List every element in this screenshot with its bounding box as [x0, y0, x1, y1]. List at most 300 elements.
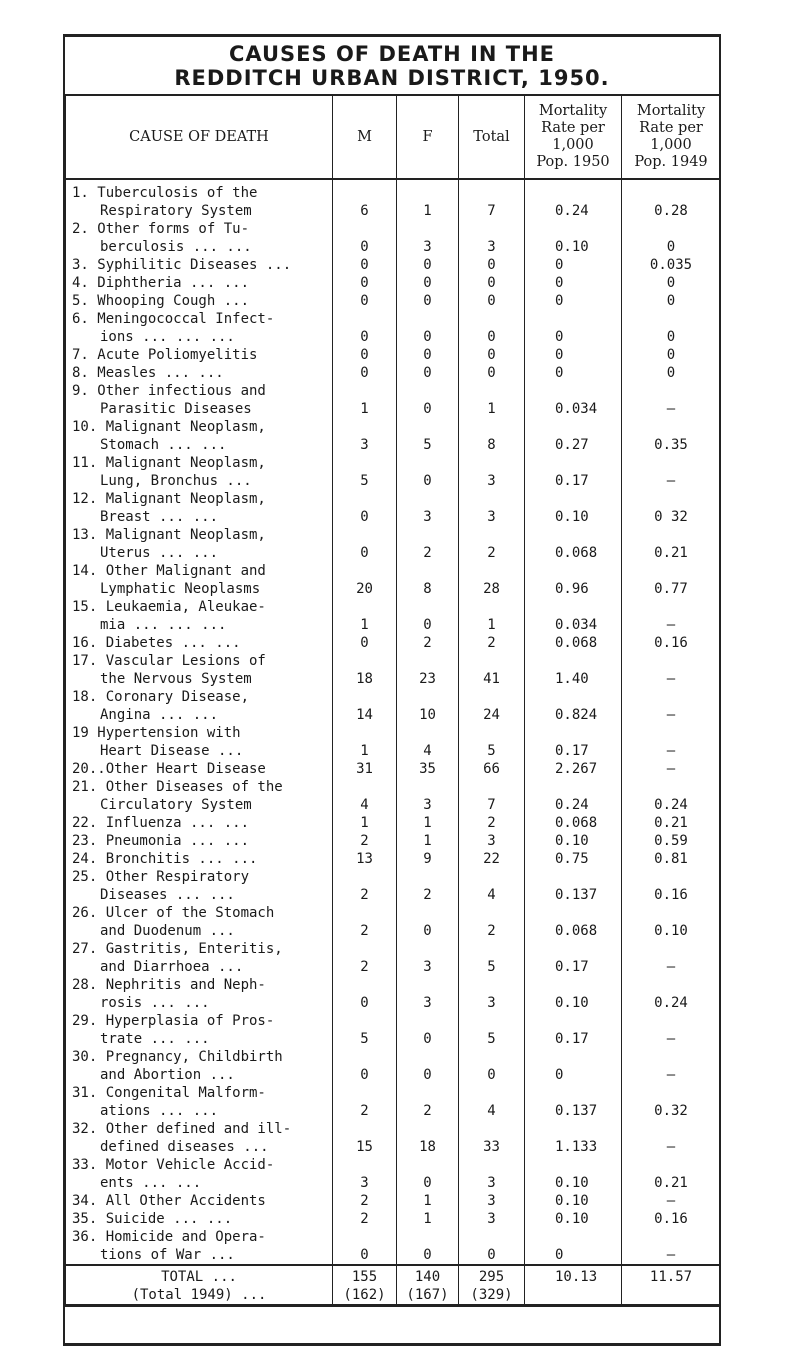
- rate-1950: 0.17: [555, 473, 589, 489]
- cause-label: ions ... ... ...: [100, 329, 235, 345]
- male-count-cell: [333, 256, 397, 274]
- rate-1949-cell: [622, 868, 721, 904]
- rate-1949-cell: [622, 418, 721, 454]
- rate-1949-cell: [622, 832, 721, 850]
- rate-1949-cell: [622, 490, 721, 526]
- total-male-1949: (162): [343, 1287, 386, 1303]
- total-count-cell: [459, 274, 525, 292]
- rate-1949: –: [666, 401, 676, 417]
- rate-1949: 0.35: [654, 437, 688, 453]
- total-count-cell: [459, 490, 525, 526]
- male-count-cell: [333, 364, 397, 382]
- table-row: [66, 652, 721, 688]
- male-count: 2: [360, 833, 369, 849]
- total-count: 28: [483, 581, 500, 597]
- rate-1950-cell: [525, 292, 622, 310]
- cause-cell: [66, 1084, 333, 1120]
- total-count-cell: [459, 382, 525, 418]
- cause-label: 30. Pregnancy, Childbirth: [72, 1049, 283, 1065]
- male-count: 14: [356, 707, 373, 723]
- table-row: [66, 1210, 721, 1228]
- total-count: 0: [487, 329, 496, 345]
- cause-cell: [66, 1120, 333, 1156]
- table-row: [66, 184, 721, 220]
- cause-label: Heart Disease ...: [100, 743, 244, 759]
- table-row: [66, 904, 721, 940]
- rate-1949: 0: [666, 239, 676, 255]
- rate-1949-cell: [622, 850, 721, 868]
- cause-label: 1. Tuberculosis of the: [72, 185, 258, 201]
- cause-label: 7. Acute Poliomyelitis: [72, 347, 258, 363]
- cause-cell: [66, 724, 333, 760]
- female-count-cell: [397, 220, 459, 256]
- cause-label: 21. Other Diseases of the: [72, 779, 283, 795]
- rate-1950: 0.27: [555, 437, 589, 453]
- rate-1950-cell: [525, 652, 622, 688]
- female-count: 0: [423, 293, 432, 309]
- female-count-cell: [397, 490, 459, 526]
- cause-label: 11. Malignant Neoplasm,: [72, 455, 266, 471]
- male-count-cell: [333, 526, 397, 562]
- rate-1950: 0.96: [555, 581, 589, 597]
- female-count-cell: [397, 274, 459, 292]
- rate-1950: 0.17: [555, 743, 589, 759]
- female-count-cell: [397, 454, 459, 490]
- total-count-cell: [459, 346, 525, 364]
- female-count-cell: [397, 832, 459, 850]
- rate-1950-cell: [525, 310, 622, 346]
- female-count-cell: [397, 724, 459, 760]
- rate-1950-cell: [525, 814, 622, 832]
- rate-1950-cell: [525, 1156, 622, 1192]
- cause-cell: [66, 814, 333, 832]
- table-row: [66, 1228, 721, 1265]
- cause-label: 8. Measles ... ...: [72, 365, 224, 381]
- male-count: 1: [360, 743, 369, 759]
- table-row: [66, 1012, 721, 1048]
- cause-label: 2. Other forms of Tu-: [72, 221, 250, 237]
- total-row: [66, 1265, 721, 1306]
- female-count: 0: [423, 473, 432, 489]
- male-count: 2: [360, 923, 369, 939]
- cause-cell: [66, 418, 333, 454]
- total-male: 155: [351, 1269, 378, 1285]
- cause-label: 32. Other defined and ill-: [72, 1121, 292, 1137]
- rate-1950: 0.034: [555, 617, 598, 633]
- title-line-1: CAUSES OF DEATH IN THE: [228, 42, 556, 66]
- rate-1949-cell: [622, 184, 721, 220]
- male-count: 15: [356, 1139, 373, 1155]
- cause-cell: [66, 832, 333, 850]
- female-count: 3: [423, 797, 432, 813]
- cause-label: the Nervous System: [100, 671, 252, 687]
- male-count-cell: [333, 310, 397, 346]
- rate-1950-cell: [525, 850, 622, 868]
- table-row: [66, 490, 721, 526]
- header-rate-1949-line: 1,000: [650, 137, 692, 153]
- total-count: 0: [487, 1067, 496, 1083]
- table-row: [66, 850, 721, 868]
- rate-1950-cell: [525, 832, 622, 850]
- total-count-cell: [459, 1156, 525, 1192]
- rate-1950: 0.10: [555, 1175, 589, 1191]
- rate-1950-cell: [525, 976, 622, 1012]
- total-count-cell: [459, 526, 525, 562]
- female-count-cell: [397, 292, 459, 310]
- rate-1949-cell: [622, 1120, 721, 1156]
- rate-1949-cell: [622, 346, 721, 364]
- total-rate-1950-cell: [525, 1265, 622, 1306]
- female-count-cell: [397, 634, 459, 652]
- total-count: 3: [487, 239, 496, 255]
- rate-1949-cell: [622, 724, 721, 760]
- female-count-cell: [397, 418, 459, 454]
- total-count-cell: [459, 220, 525, 256]
- rate-1949: 0.59: [654, 833, 688, 849]
- rate-1950-cell: [525, 634, 622, 652]
- cause-label: 3. Syphilitic Diseases ...: [72, 257, 292, 273]
- rate-1949: 0 32: [654, 509, 688, 525]
- table-row: [66, 868, 721, 904]
- rate-1949: –: [666, 671, 676, 687]
- cause-label: 15. Leukaemia, Aleukae-: [72, 599, 266, 615]
- female-count: 0: [423, 347, 432, 363]
- cause-label: 20..Other Heart Disease: [72, 761, 266, 777]
- table-row: [66, 778, 721, 814]
- male-count: 1: [360, 815, 369, 831]
- header-rate-1949-line: Rate per: [639, 120, 703, 136]
- rate-1949-cell: [622, 778, 721, 814]
- table-row: [66, 814, 721, 832]
- male-count-cell: [333, 1084, 397, 1120]
- rate-1949: 0.77: [654, 581, 688, 597]
- cause-label: rosis ... ...: [100, 995, 210, 1011]
- table-row: [66, 1048, 721, 1084]
- male-count-cell: [333, 1192, 397, 1210]
- cause-cell: [66, 760, 333, 778]
- cause-cell: [66, 598, 333, 634]
- total-count-cell: [459, 868, 525, 904]
- rate-1949-cell: [622, 1228, 721, 1265]
- table-row: [66, 832, 721, 850]
- male-count-cell: [333, 832, 397, 850]
- cause-label: Breast ... ...: [100, 509, 219, 525]
- male-count-cell: [333, 292, 397, 310]
- total-label-cell: [66, 1265, 333, 1306]
- rate-1950-cell: [525, 454, 622, 490]
- cause-label: 12. Malignant Neoplasm,: [72, 491, 266, 507]
- total-count: 5: [487, 959, 496, 975]
- male-count-cell: [333, 868, 397, 904]
- table-row: [66, 688, 721, 724]
- table-row: [66, 346, 721, 364]
- rate-1949-cell: [622, 1210, 721, 1228]
- total-count: 3: [487, 1193, 496, 1209]
- cause-label: 23. Pneumonia ... ...: [72, 833, 250, 849]
- rate-1950: 0.137: [555, 1103, 598, 1119]
- total-count-cell: [459, 310, 525, 346]
- male-count: 0: [360, 257, 369, 273]
- female-count-cell: [397, 1210, 459, 1228]
- male-count: 0: [360, 329, 369, 345]
- rate-1950-cell: [525, 688, 622, 724]
- cause-cell: [66, 310, 333, 346]
- total-count-cell: [459, 1120, 525, 1156]
- table-row: [66, 940, 721, 976]
- table-row: [66, 292, 721, 310]
- female-count-cell: [397, 598, 459, 634]
- total-count: 3: [487, 1175, 496, 1191]
- rate-1950: 0.068: [555, 923, 598, 939]
- rate-1949-cell: [622, 688, 721, 724]
- cause-cell: [66, 1192, 333, 1210]
- table-row: [66, 1156, 721, 1192]
- rate-1950-cell: [525, 1210, 622, 1228]
- female-count: 1: [423, 1211, 432, 1227]
- rate-1950-cell: [525, 382, 622, 418]
- cause-label: Angina ... ...: [100, 707, 219, 723]
- cause-cell: [66, 526, 333, 562]
- male-count: 1: [360, 617, 369, 633]
- female-count-cell: [397, 760, 459, 778]
- cause-label: 27. Gastritis, Enteritis,: [72, 941, 283, 957]
- total-count: 2: [487, 545, 496, 561]
- rate-1950-cell: [525, 598, 622, 634]
- rate-1950: 0.75: [555, 851, 589, 867]
- female-count: 3: [423, 995, 432, 1011]
- cause-label: and Abortion ...: [100, 1067, 235, 1083]
- table-row: [66, 724, 721, 760]
- female-count: 2: [423, 1103, 432, 1119]
- cause-label: trate ... ...: [100, 1031, 210, 1047]
- rate-1949: –: [666, 707, 676, 723]
- female-count-cell: [397, 652, 459, 688]
- total-count-cell: [459, 1192, 525, 1210]
- rate-1950: 0: [555, 275, 564, 291]
- rate-1950: 0.17: [555, 1031, 589, 1047]
- male-count: 0: [360, 509, 369, 525]
- female-count-cell: [397, 868, 459, 904]
- male-count: 0: [360, 995, 369, 1011]
- female-count-cell: [397, 940, 459, 976]
- male-count-cell: [333, 1156, 397, 1192]
- male-count-cell: [333, 598, 397, 634]
- cause-label: 18. Coronary Disease,: [72, 689, 250, 705]
- rate-1949: 0.16: [654, 635, 688, 651]
- male-count: 0: [360, 545, 369, 561]
- male-count: 3: [360, 1175, 369, 1191]
- rate-1949-cell: [622, 526, 721, 562]
- cause-label: 13. Malignant Neoplasm,: [72, 527, 266, 543]
- rate-1950: 0: [555, 329, 564, 345]
- rate-1950-cell: [525, 184, 622, 220]
- cause-cell: [66, 274, 333, 292]
- rate-1949-cell: [622, 1192, 721, 1210]
- rate-1950-cell: [525, 1048, 622, 1084]
- rate-1950-cell: [525, 490, 622, 526]
- cause-cell: [66, 778, 333, 814]
- rate-1950: 0.068: [555, 545, 598, 561]
- total-count-cell: [459, 1084, 525, 1120]
- table-row: [66, 598, 721, 634]
- rate-1950-cell: [525, 526, 622, 562]
- total-count-cell: [459, 1210, 525, 1228]
- cause-cell: [66, 346, 333, 364]
- cause-label: 34. All Other Accidents: [72, 1193, 266, 1209]
- total-rate-1949-cell: [622, 1265, 721, 1306]
- rate-1949: –: [666, 1067, 676, 1083]
- total-male-cell: [333, 1265, 397, 1306]
- table-row: [66, 220, 721, 256]
- male-count-cell: [333, 490, 397, 526]
- male-count-cell: [333, 904, 397, 940]
- table-row: [66, 562, 721, 598]
- rate-1950: 0.10: [555, 509, 589, 525]
- rate-1950-cell: [525, 256, 622, 274]
- header-rate-1950-line: Pop. 1950: [536, 154, 610, 170]
- cause-label: 24. Bronchitis ... ...: [72, 851, 258, 867]
- female-count-cell: [397, 1012, 459, 1048]
- cause-label: 31. Congenital Malform-: [72, 1085, 266, 1101]
- rate-1950: 2.267: [555, 761, 598, 777]
- female-count: 1: [423, 203, 432, 219]
- rate-1949-cell: [622, 1084, 721, 1120]
- cause-cell: [66, 1156, 333, 1192]
- rate-1950-cell: [525, 562, 622, 598]
- male-count-cell: [333, 850, 397, 868]
- rate-1950: 0.824: [555, 707, 598, 723]
- female-count: 0: [423, 257, 432, 273]
- rate-1950-cell: [525, 418, 622, 454]
- cause-cell: [66, 256, 333, 274]
- female-count: 2: [423, 635, 432, 651]
- rate-1949: 0.81: [654, 851, 688, 867]
- cause-label: 25. Other Respiratory: [72, 869, 250, 885]
- causes-of-death-table: [65, 94, 721, 1307]
- total-count: 1: [487, 617, 496, 633]
- total-count: 8: [487, 437, 496, 453]
- rate-1950-cell: [525, 760, 622, 778]
- total-count-cell: [459, 184, 525, 220]
- female-count-cell: [397, 1228, 459, 1265]
- male-count: 31: [356, 761, 373, 777]
- table-row: [66, 1084, 721, 1120]
- male-count: 2: [360, 887, 369, 903]
- table-row: [66, 382, 721, 418]
- total-count: 0: [487, 365, 496, 381]
- cause-label: 4. Diphtheria ... ...: [72, 275, 250, 291]
- female-count: 2: [423, 887, 432, 903]
- rate-1949: 0: [666, 365, 676, 381]
- cause-label: 6. Meningococcal Infect-: [72, 311, 275, 327]
- male-count-cell: [333, 1210, 397, 1228]
- total-count-cell: [459, 292, 525, 310]
- rate-1949: 0.035: [649, 257, 693, 273]
- rate-1949: 0: [666, 329, 676, 345]
- cause-label: 33. Motor Vehicle Accid-: [72, 1157, 275, 1173]
- cause-label: ents ... ...: [100, 1175, 202, 1191]
- rate-1949-cell: [622, 976, 721, 1012]
- header-cause: CAUSE OF DEATH: [66, 95, 333, 179]
- female-count-cell: [397, 976, 459, 1012]
- male-count-cell: [333, 454, 397, 490]
- cause-label: 17. Vascular Lesions of: [72, 653, 266, 669]
- cause-label: tions of War ...: [100, 1247, 235, 1263]
- table-row: [66, 1192, 721, 1210]
- total-rate-1950: 10.13: [555, 1269, 598, 1285]
- rate-1950-cell: [525, 940, 622, 976]
- total-count: 2: [487, 923, 496, 939]
- rate-1949: 0.24: [654, 797, 688, 813]
- cause-cell: [66, 490, 333, 526]
- rate-1949-cell: [622, 904, 721, 940]
- total-count: 5: [487, 743, 496, 759]
- cause-label: Parasitic Diseases: [100, 401, 252, 417]
- rate-1950-cell: [525, 346, 622, 364]
- rate-1949-cell: [622, 598, 721, 634]
- rate-1949: 0.32: [654, 1103, 688, 1119]
- cause-label: and Duodenum ...: [100, 923, 235, 939]
- rate-1950-cell: [525, 724, 622, 760]
- cause-label: Lymphatic Neoplasms: [100, 581, 261, 597]
- rate-1950-cell: [525, 778, 622, 814]
- female-count-cell: [397, 688, 459, 724]
- female-count-cell: [397, 184, 459, 220]
- table-row: [66, 364, 721, 382]
- female-count: 3: [423, 239, 432, 255]
- rate-1950: 1.40: [555, 671, 589, 687]
- female-count: 0: [423, 401, 432, 417]
- cause-label: Circulatory System: [100, 797, 252, 813]
- total-count: 24: [483, 707, 500, 723]
- female-count-cell: [397, 778, 459, 814]
- female-count-cell: [397, 1192, 459, 1210]
- female-count-cell: [397, 1048, 459, 1084]
- cause-label: Diseases ... ...: [100, 887, 235, 903]
- rate-1950: 0.24: [555, 203, 589, 219]
- header-rate-1950-line: 1,000: [552, 137, 594, 153]
- cause-label: 14. Other Malignant and: [72, 563, 266, 579]
- rate-1949-cell: [622, 292, 721, 310]
- table-row: [66, 634, 721, 652]
- female-count: 1: [423, 1193, 432, 1209]
- total-count-cell: [459, 418, 525, 454]
- total-count-cell: [459, 760, 525, 778]
- rate-1950: 0.10: [555, 239, 589, 255]
- rate-1949-cell: [622, 652, 721, 688]
- male-count-cell: [333, 634, 397, 652]
- cause-cell: [66, 940, 333, 976]
- cause-cell: [66, 850, 333, 868]
- total-count-cell: [459, 598, 525, 634]
- male-count-cell: [333, 184, 397, 220]
- cause-cell: [66, 904, 333, 940]
- female-count: 1: [423, 833, 432, 849]
- cause-label: 26. Ulcer of the Stomach: [72, 905, 275, 921]
- rate-1949: 0: [666, 275, 676, 291]
- male-count-cell: [333, 274, 397, 292]
- rate-1949: –: [666, 473, 676, 489]
- rate-1950-cell: [525, 364, 622, 382]
- cause-label: 35. Suicide ... ...: [72, 1211, 233, 1227]
- total-female-1949: (167): [406, 1287, 449, 1303]
- male-count: 0: [360, 347, 369, 363]
- rate-1950: 0.034: [555, 401, 598, 417]
- female-count: 0: [423, 329, 432, 345]
- female-count: 0: [423, 1031, 432, 1047]
- total-count: 3: [487, 995, 496, 1011]
- total-count: 22: [483, 851, 500, 867]
